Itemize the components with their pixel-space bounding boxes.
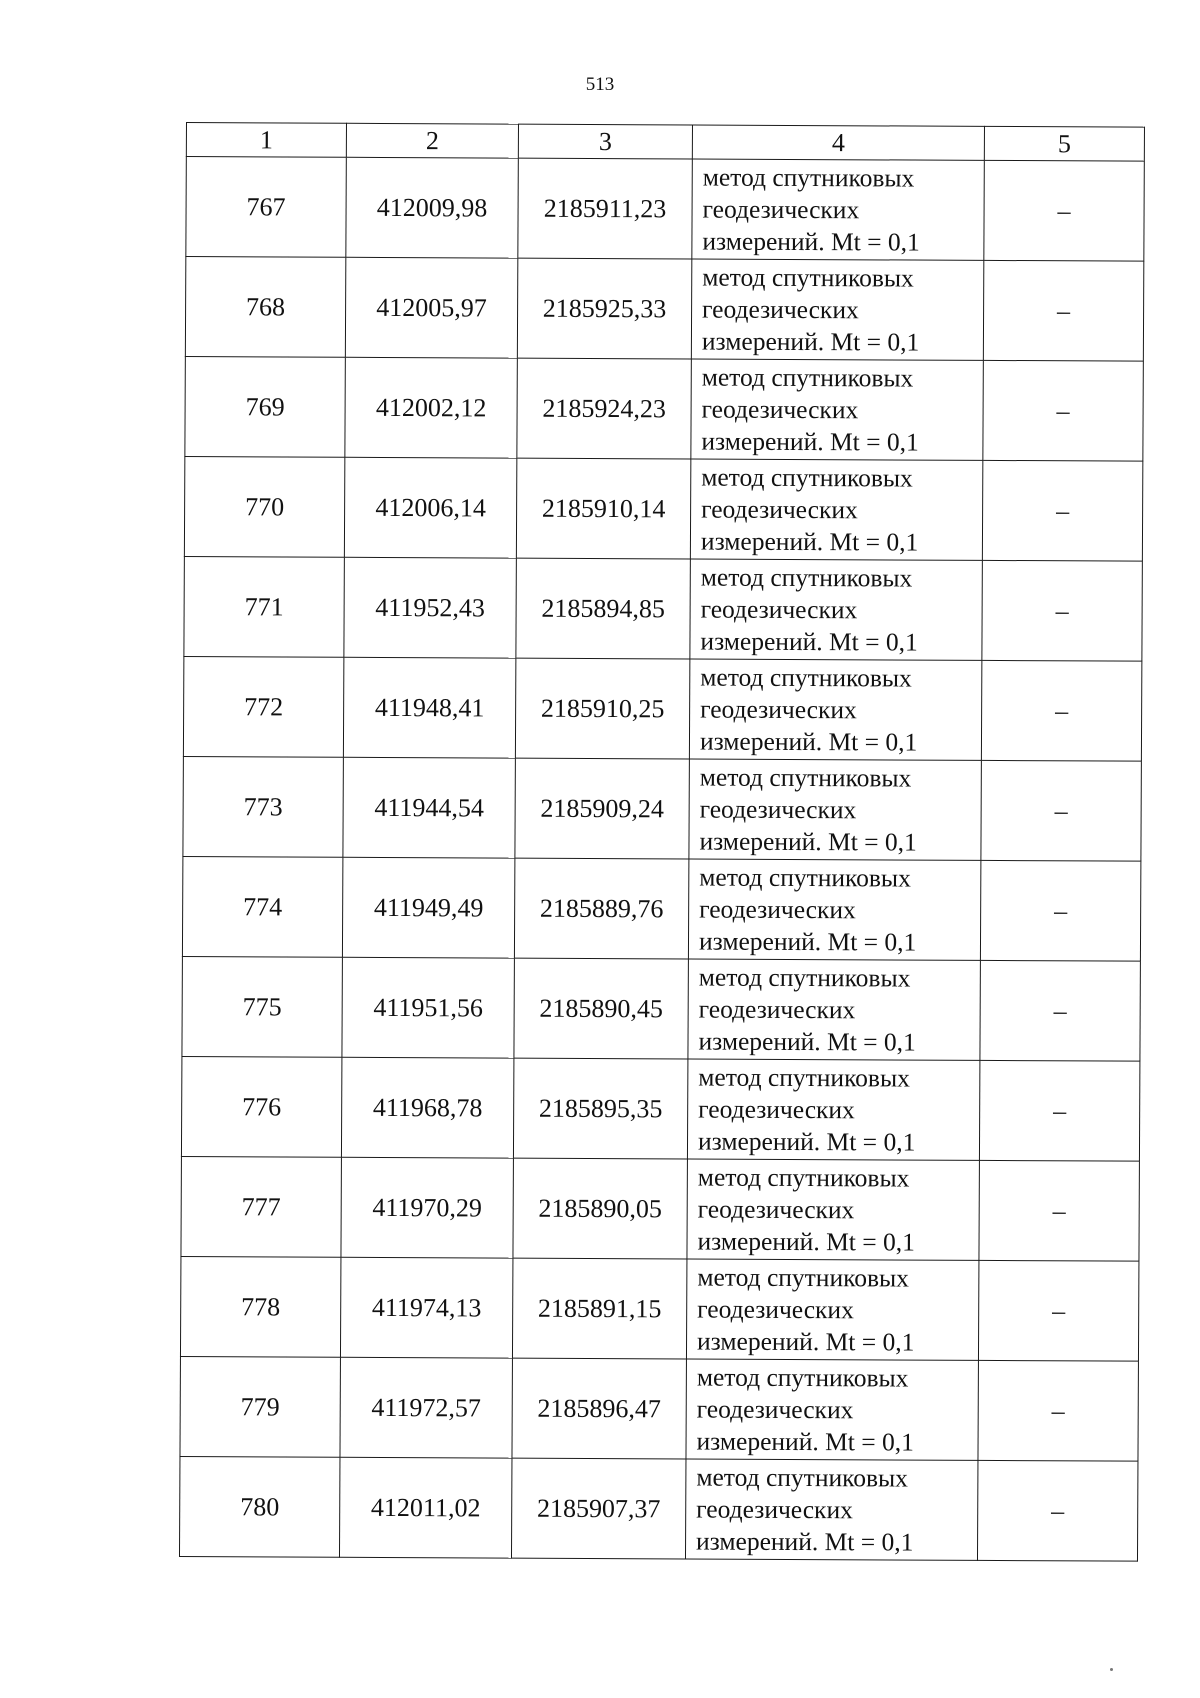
table-row <box>183 756 1141 861</box>
coordinates-table <box>179 122 1145 1562</box>
x-coordinate-cell: 411951,56 <box>342 957 514 1058</box>
method-text-line: метод спутниковых <box>702 262 914 293</box>
method-text-line: метод спутниковых <box>699 762 912 793</box>
x-coordinate-cell: 411948,41 <box>343 657 515 758</box>
x-coordinate-cell: 412005,97 <box>345 257 517 358</box>
column-header: 1 <box>186 123 346 158</box>
y-coordinate-cell: 2185911,23 <box>518 158 692 259</box>
point-number-cell: 777 <box>181 1156 341 1257</box>
method-text-line: геодезических <box>701 494 858 524</box>
scan-speck <box>1110 1668 1113 1671</box>
method-text-line: метод спутниковых <box>697 1262 909 1293</box>
note-cell: – <box>978 1260 1138 1361</box>
method-cell <box>687 1159 979 1260</box>
method-text-line: геодезических <box>701 394 859 424</box>
note-cell: – <box>979 1160 1139 1261</box>
method-text-line: геодезических <box>698 1094 855 1124</box>
x-coordinate-cell: 412009,98 <box>346 157 518 258</box>
method-text-line: геодезических <box>702 294 859 324</box>
method-text-line: геодезических <box>697 1294 854 1324</box>
table-row <box>180 1256 1138 1361</box>
x-coordinate-cell: 412006,14 <box>344 457 516 558</box>
table-row <box>184 556 1142 661</box>
point-number-cell: 776 <box>181 1056 341 1157</box>
x-coordinate-cell: 411970,29 <box>341 1157 513 1258</box>
y-coordinate-cell: 2185924,23 <box>517 358 691 459</box>
y-coordinate-cell: 2185909,24 <box>515 758 689 859</box>
note-cell: – <box>981 660 1141 761</box>
method-text-line: метод спутниковых <box>699 862 911 893</box>
method-cell <box>688 959 980 1060</box>
note-cell: – <box>981 760 1141 861</box>
method-cell <box>685 1459 977 1560</box>
y-coordinate-cell: 2185890,05 <box>513 1158 687 1259</box>
method-text-line: геодезических <box>699 794 857 824</box>
column-header: 5 <box>984 126 1144 161</box>
point-number-cell: 770 <box>184 456 344 557</box>
method-text-line: измерений. Mt = 0,1 <box>698 926 917 957</box>
note-cell: – <box>978 1360 1138 1461</box>
page-number: 513 <box>585 74 615 95</box>
method-text-line: метод спутниковых <box>698 962 911 993</box>
note-cell: – <box>984 160 1144 261</box>
point-number-cell: 775 <box>182 956 342 1057</box>
method-text-line: измерений. Mt = 0,1 <box>696 1426 914 1457</box>
table-row <box>184 456 1142 561</box>
table-header <box>186 123 1144 162</box>
point-number-cell: 779 <box>180 1356 340 1457</box>
method-text-line: измерений. Mt = 0,1 <box>700 626 918 657</box>
table-row <box>181 1056 1139 1161</box>
method-text-line: метод спутниковых <box>701 362 914 393</box>
method-text-line: метод спутниковых <box>698 1062 910 1093</box>
method-text-line: метод спутниковых <box>697 1162 910 1193</box>
note-cell: – <box>983 360 1143 461</box>
point-number-cell: 773 <box>183 756 343 857</box>
method-text-line: измерений. Mt = 0,1 <box>696 1326 915 1357</box>
method-text-line: метод спутниковых <box>702 162 915 193</box>
note-cell: – <box>980 960 1140 1061</box>
x-coordinate-cell: 411974,13 <box>340 1257 512 1358</box>
x-coordinate-cell: 412002,12 <box>345 357 517 458</box>
method-text-line: измерений. Mt = 0,1 <box>701 426 919 457</box>
method-text-line: геодезических <box>700 694 857 724</box>
method-cell <box>692 159 984 260</box>
y-coordinate-cell: 2185895,35 <box>513 1058 687 1159</box>
method-cell <box>687 1059 979 1160</box>
method-text-line: измерений. Mt = 0,1 <box>697 1226 915 1257</box>
table-row <box>183 656 1141 761</box>
x-coordinate-cell: 411952,43 <box>344 557 516 658</box>
method-text-line: измерений. Mt = 0,1 <box>699 726 918 757</box>
point-number-cell: 780 <box>179 1456 339 1557</box>
table-row <box>180 1356 1138 1461</box>
method-cell <box>691 259 983 360</box>
point-number-cell: 767 <box>186 157 346 258</box>
method-text-line: измерений. Mt = 0,1 <box>696 1526 914 1557</box>
method-text-line: геодезических <box>700 594 858 624</box>
y-coordinate-cell: 2185894,85 <box>516 558 690 659</box>
note-cell: – <box>982 560 1142 661</box>
y-coordinate-cell: 2185889,76 <box>514 858 688 959</box>
table-row <box>182 956 1140 1061</box>
x-coordinate-cell: 411972,57 <box>340 1357 512 1458</box>
coordinates-table-container <box>179 122 1144 1562</box>
y-coordinate-cell: 2185925,33 <box>517 258 691 359</box>
note-cell: – <box>982 460 1142 561</box>
method-cell <box>690 559 982 660</box>
x-coordinate-cell: 412011,02 <box>339 1457 511 1558</box>
method-text-line: метод спутниковых <box>696 1362 909 1393</box>
column-header: 4 <box>692 125 984 160</box>
x-coordinate-cell: 411944,54 <box>343 757 515 858</box>
y-coordinate-cell: 2185890,45 <box>514 958 688 1059</box>
method-cell <box>686 1359 978 1460</box>
method-text-line: геодезических <box>699 894 856 924</box>
method-text-line: метод спутниковых <box>700 662 912 693</box>
method-text-line: геодезических <box>696 1494 853 1524</box>
method-text-line: геодезических <box>696 1394 854 1424</box>
point-number-cell: 769 <box>185 356 345 457</box>
y-coordinate-cell: 2185907,37 <box>511 1458 685 1559</box>
method-text-line: измерений. Mt = 0,1 <box>697 1126 916 1157</box>
method-text-line: измерений. Mt = 0,1 <box>698 1026 916 1057</box>
method-cell <box>688 859 980 960</box>
method-text-line: метод спутниковых <box>701 462 913 493</box>
header-row <box>186 123 1144 162</box>
note-cell: – <box>983 260 1143 361</box>
table-row <box>179 1456 1137 1561</box>
method-text-line: геодезических <box>697 1194 855 1224</box>
method-text-line: геодезических <box>702 194 860 224</box>
column-header: 2 <box>346 123 518 158</box>
y-coordinate-cell: 2185910,25 <box>515 658 689 759</box>
point-number-cell: 774 <box>182 856 342 957</box>
method-cell <box>691 359 983 460</box>
point-number-cell: 772 <box>183 656 343 757</box>
y-coordinate-cell: 2185896,47 <box>512 1358 686 1459</box>
y-coordinate-cell: 2185891,15 <box>512 1258 686 1359</box>
table-row <box>185 356 1143 461</box>
point-number-cell: 778 <box>180 1256 340 1357</box>
x-coordinate-cell: 411968,78 <box>341 1057 513 1158</box>
method-text-line: измерений. Mt = 0,1 <box>701 326 920 357</box>
method-cell <box>686 1259 978 1360</box>
method-text-line: метод спутниковых <box>700 562 913 593</box>
table-row <box>186 157 1144 262</box>
method-text-line: измерений. Mt = 0,1 <box>702 226 920 257</box>
method-text-line: метод спутниковых <box>696 1462 909 1493</box>
method-cell <box>689 759 981 860</box>
table-row <box>181 1156 1139 1261</box>
note-cell: – <box>980 860 1140 961</box>
method-text-line: измерений. Mt = 0,1 <box>700 526 919 557</box>
note-cell: – <box>977 1460 1137 1561</box>
method-cell <box>689 659 981 760</box>
table-row <box>182 856 1140 961</box>
point-number-cell: 771 <box>184 556 344 657</box>
table-body <box>179 157 1144 1562</box>
method-cell <box>690 459 982 560</box>
note-cell: – <box>979 1060 1139 1161</box>
y-coordinate-cell: 2185910,14 <box>516 458 690 559</box>
column-header: 3 <box>518 124 692 159</box>
method-text-line: геодезических <box>698 994 856 1024</box>
point-number-cell: 768 <box>185 257 345 358</box>
method-text-line: измерений. Mt = 0,1 <box>699 826 917 857</box>
x-coordinate-cell: 411949,49 <box>342 857 514 958</box>
table-row <box>185 257 1143 362</box>
